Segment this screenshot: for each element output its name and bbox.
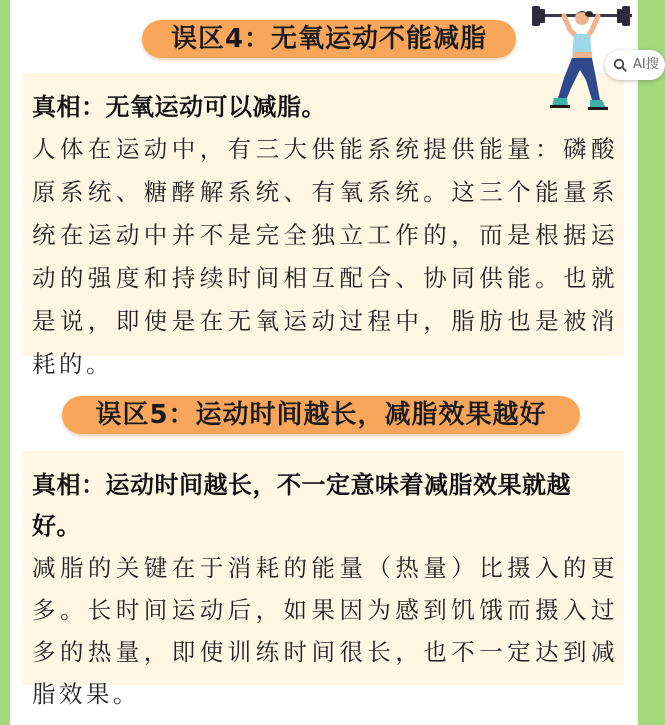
section5-title: 误区5：运动时间越长，减脂效果越好 xyxy=(62,396,580,434)
search-label: AI搜 xyxy=(633,57,659,72)
section4-truth: 真相：无氧运动可以减脂。 xyxy=(32,93,326,121)
section4-body: 人体在运动中，有三大供能系统提供能量：磷酸原系统、糖酵解系统、有氧系统。这三个能量系统在运动中并不是完全独立工作的，而是根据运动的强度和持续时间相互配合、协同供能。也就是说，即使是在无氧运动过程中，脂肪也是被消耗的。 xyxy=(32,135,618,378)
section4-title: 误区4：无氧运动不能减脂 xyxy=(142,20,516,58)
section5-card xyxy=(22,451,624,708)
section5-truth: 真相：运动时间越长，不一定意味着减脂效果就越好。 xyxy=(32,471,571,540)
ai-search-button[interactable] xyxy=(605,50,665,80)
section5-body: 减脂的关键在于消耗的能量（热量）比摄入的更多。长时间运动后，如果因为感到饥饿而摄入过多的热量，即使训练时间很长，也不一定达到减脂效果。 xyxy=(32,554,618,708)
search-icon xyxy=(613,58,627,72)
